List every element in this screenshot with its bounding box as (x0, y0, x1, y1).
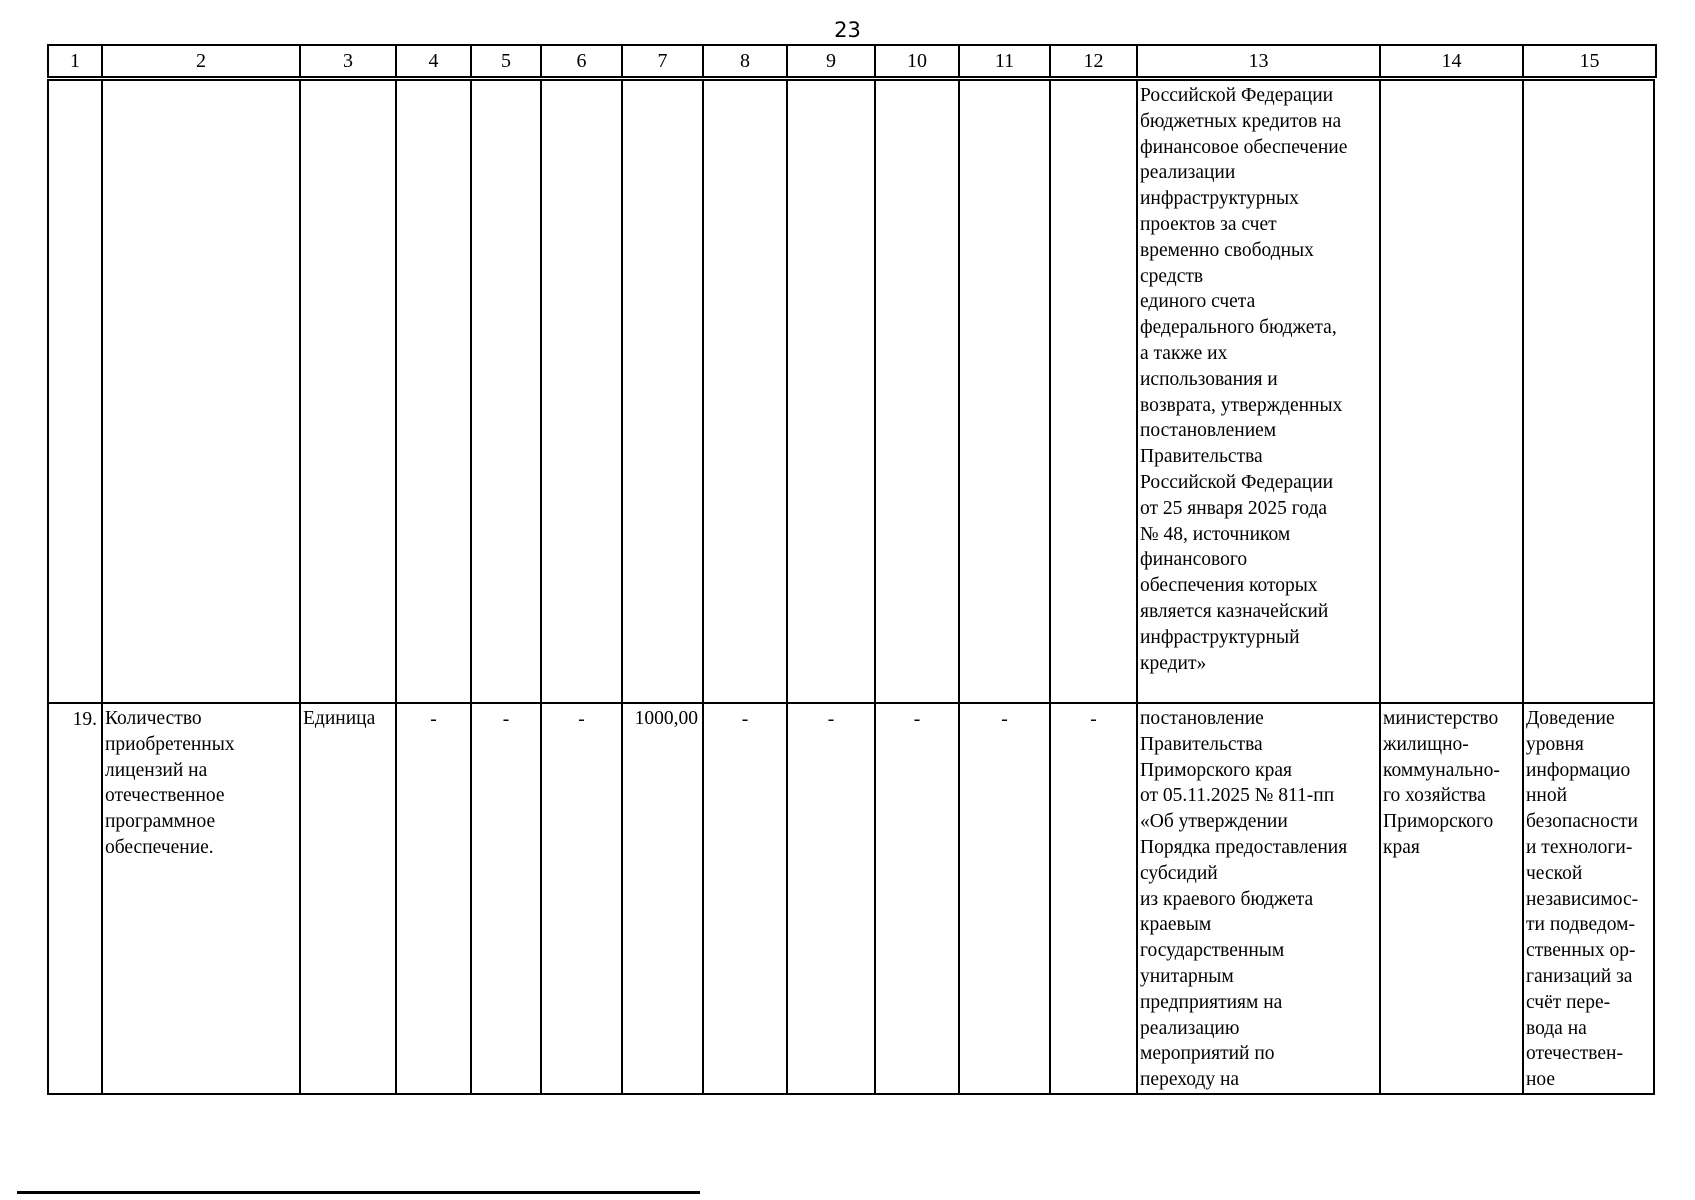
text-line: финансового (1140, 549, 1248, 571)
text-line: обеспечение. (105, 836, 214, 858)
text-line: возврата, утвержденных (1140, 394, 1343, 416)
text-line: вода на (1526, 1017, 1587, 1039)
text-line: Порядка предоставления (1140, 836, 1348, 858)
text-line: инфраструктурный (1140, 626, 1300, 648)
text-line: Правительства (1140, 733, 1263, 755)
text-line: Приморского (1383, 811, 1494, 833)
text-line: переходу на (1140, 1069, 1240, 1091)
row19-unit: Единица (300, 703, 396, 1094)
column-header-11: 11 (959, 45, 1050, 77)
text-line: Правительства (1140, 446, 1263, 468)
text-line: временно свободных (1140, 239, 1314, 261)
text-line: из краевого бюджета (1140, 888, 1314, 910)
indicator-table (47, 79, 1655, 1095)
row18-col10 (875, 80, 959, 703)
row18-legal-basis (1137, 80, 1380, 703)
text-line: использования и (1140, 368, 1278, 390)
column-header-5: 5 (471, 45, 541, 77)
text-line: а также их (1140, 342, 1228, 364)
text-line: унитарным (1140, 965, 1234, 987)
row18-col4 (396, 80, 471, 703)
row18-col14 (1380, 80, 1523, 703)
text-line: нной (1526, 785, 1568, 807)
text-line: федерального бюджета, (1140, 317, 1337, 339)
row18-col1 (48, 80, 102, 703)
text-line: единого счета (1140, 291, 1256, 313)
row19-col8: - (703, 703, 787, 1094)
text-line: государственным (1140, 940, 1285, 962)
row18-col12 (1050, 80, 1137, 703)
column-header-6: 6 (541, 45, 622, 77)
row18-col7 (622, 80, 703, 703)
footer-rule (17, 1191, 700, 1194)
row19-legal-basis (1137, 703, 1380, 1094)
row18-col5 (471, 80, 541, 703)
text-line: ственных ор- (1526, 940, 1636, 962)
column-header-2: 2 (102, 45, 300, 77)
text-line: Количество (105, 708, 202, 729)
text-line: Российской Федерации (1140, 85, 1334, 106)
text-line: края (1383, 836, 1420, 858)
text-line: ное (1526, 1069, 1556, 1091)
column-number-header (47, 44, 1657, 78)
column-header-10: 10 (875, 45, 959, 77)
text-line: реализации (1140, 162, 1236, 184)
row18-col11 (959, 80, 1050, 703)
text-line: уровня (1526, 733, 1584, 755)
row19-col12: - (1050, 703, 1137, 1094)
table-row (48, 80, 1654, 703)
text-line: реализацию (1140, 1017, 1240, 1039)
text-line: краевым (1140, 914, 1212, 936)
row19-goal (1523, 703, 1654, 1094)
text-line: является казначейский (1140, 600, 1329, 622)
column-header-15: 15 (1523, 45, 1656, 77)
column-header-4: 4 (396, 45, 471, 77)
row19-responsible (1380, 703, 1523, 1094)
text-line: независимос- (1526, 888, 1639, 910)
column-header-14: 14 (1380, 45, 1523, 77)
text-line: жилищно- (1383, 733, 1469, 755)
text-line: лицензий на (105, 759, 208, 781)
text-line: проектов за счет (1140, 213, 1277, 235)
row18-col15 (1523, 80, 1654, 703)
text-line: субсидий (1140, 862, 1218, 884)
row19-col11: - (959, 703, 1050, 1094)
row19-indicator-name (102, 703, 300, 1094)
row18-col6 (541, 80, 622, 703)
page-number: 23 (834, 18, 861, 42)
row18-col2 (102, 80, 300, 703)
text-line: предприятиям на (1140, 991, 1283, 1013)
text-line: и технологи- (1526, 836, 1633, 858)
text-line: мероприятий по (1140, 1043, 1275, 1065)
row19-col9: - (787, 703, 875, 1094)
text-line: Приморского края (1140, 759, 1292, 781)
row18-col9 (787, 80, 875, 703)
text-line: обеспечения которых (1140, 575, 1318, 597)
text-line: постановление (1140, 708, 1264, 729)
column-header-8: 8 (703, 45, 787, 77)
row18-legal-basis-text (1138, 81, 1379, 676)
row19-col6: - (541, 703, 622, 1094)
row19-col7-value: 1000,00 (622, 703, 703, 1094)
row19-col4: - (396, 703, 471, 1094)
text-line: финансовое обеспечение (1140, 136, 1348, 158)
column-header-1: 1 (48, 45, 102, 77)
text-line: министерство (1383, 708, 1499, 729)
row18-col8 (703, 80, 787, 703)
text-line: информацио (1526, 759, 1631, 781)
text-line: ческой (1526, 862, 1583, 884)
text-line: отечественное (105, 785, 225, 807)
column-header-9: 9 (787, 45, 875, 77)
text-line: от 05.11.2025 № 811-пп (1140, 785, 1335, 807)
row19-col5: - (471, 703, 541, 1094)
text-line: программное (105, 811, 216, 833)
text-line: коммунально- (1383, 759, 1500, 781)
text-line: Российской Федерации (1140, 471, 1334, 493)
text-line: постановлением (1140, 420, 1277, 442)
table-row (48, 703, 1654, 1094)
text-line: отечествен- (1526, 1043, 1623, 1065)
column-header-12: 12 (1050, 45, 1137, 77)
text-line: средств (1140, 265, 1204, 287)
text-line: бюджетных кредитов на (1140, 110, 1342, 132)
text-line: приобретенных (105, 733, 235, 755)
text-line: счёт пере- (1526, 991, 1611, 1013)
text-line: № 48, источником (1140, 523, 1291, 545)
text-line: инфраструктурных (1140, 188, 1299, 210)
text-line: ганизаций за (1526, 965, 1633, 987)
column-header-3: 3 (300, 45, 396, 77)
column-header-13: 13 (1137, 45, 1380, 77)
text-line: ти подведом- (1526, 914, 1636, 936)
text-line: Доведение (1526, 708, 1615, 729)
text-line: го хозяйства (1383, 785, 1486, 807)
text-line: безопасности (1526, 811, 1638, 833)
text-line: от 25 января 2025 года (1140, 497, 1328, 519)
row18-col3 (300, 80, 396, 703)
column-header-7: 7 (622, 45, 703, 77)
row19-number: 19. (48, 703, 102, 1094)
row19-col10: - (875, 703, 959, 1094)
text-line: «Об утверждении (1140, 811, 1288, 833)
text-line: кредит» (1140, 652, 1207, 674)
